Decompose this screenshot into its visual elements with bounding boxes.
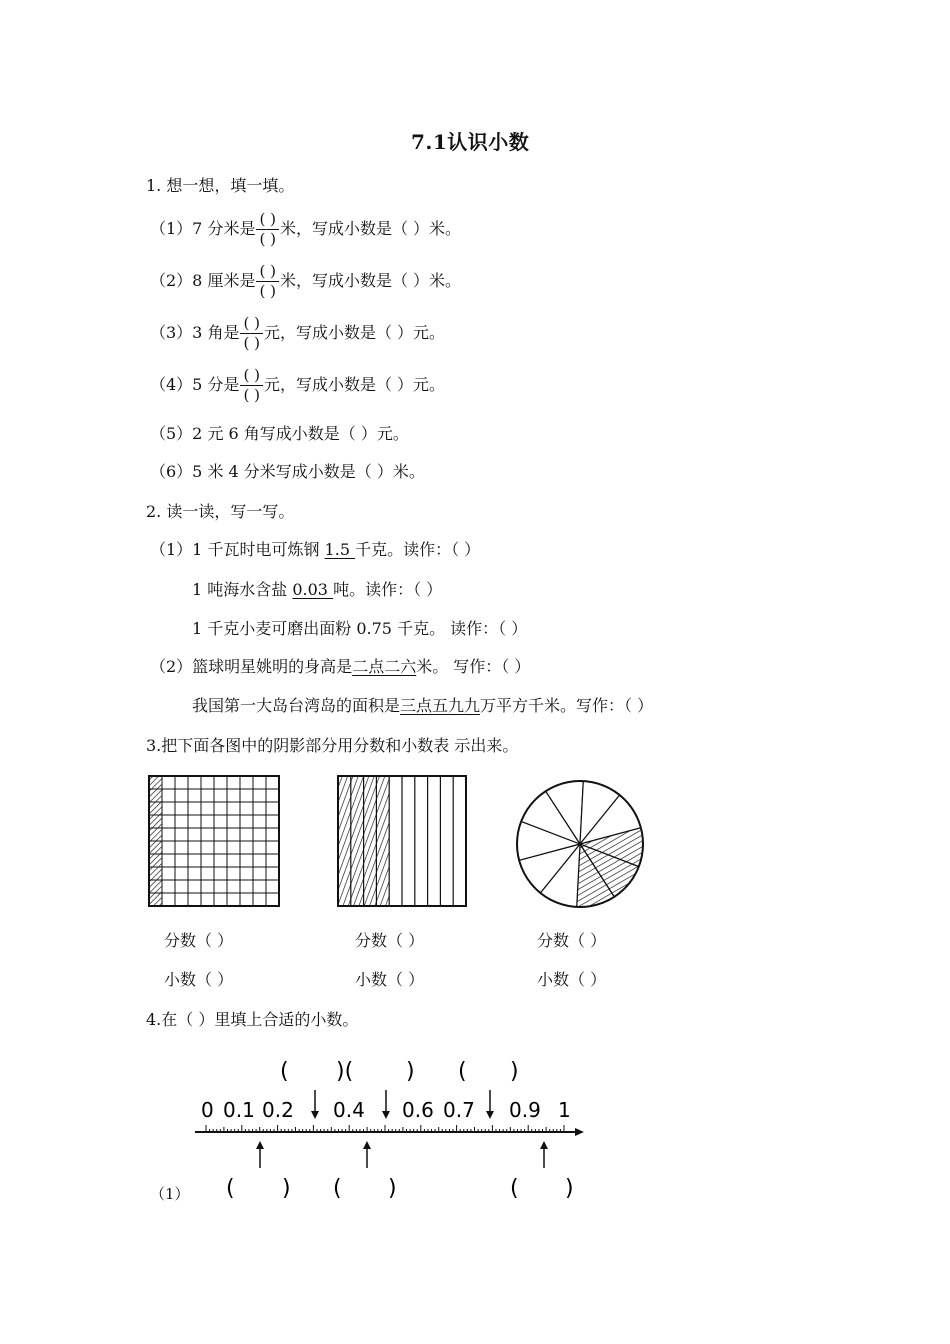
q1-item-4-suffix: 元，写成小数是（ ）元。 <box>263 375 446 394</box>
q2-line-4 <box>150 659 530 675</box>
q1-item-3-prefix: （3）3 角是 <box>150 323 240 342</box>
top-blank-3-open: ( <box>458 1059 467 1084</box>
fraction-denominator: ( ) <box>243 334 260 352</box>
underlined-words: 三点五九九 <box>400 696 481 715</box>
q1-item-4-prefix: （4）5 分是 <box>150 375 240 394</box>
q2-line-5-suffix: 万平方千米。写作：（ ） <box>480 696 654 715</box>
q1-item-2-prefix: （2）8 厘米是 <box>150 271 256 290</box>
tick-label-0.6: 0.6 <box>402 1098 434 1122</box>
q1-item-1-fraction <box>256 212 278 247</box>
figure-3-decimal-label: 小数（ ） <box>537 970 607 989</box>
tick-label-1: 1 <box>558 1098 571 1122</box>
question-2-heading: 2. 读一读，写一写。 <box>146 502 295 521</box>
q1-item-3-suffix: 元，写成小数是（ ）元。 <box>263 323 446 342</box>
q4-sub-label: （1） <box>150 1185 190 1203</box>
fraction-numerator: ( ) <box>240 316 262 334</box>
tick-label-0.4: 0.4 <box>333 1098 365 1122</box>
q2-line-1 <box>150 542 480 558</box>
underlined-number: 0.03 <box>292 580 334 599</box>
question-4-heading: 4.在（ ）里填上合适的小数。 <box>146 1010 359 1029</box>
q1-item-6: （6）5 米 4 分米写成小数是（ ）米。 <box>150 462 425 481</box>
top-blank-2-close: ) <box>406 1059 415 1084</box>
number-line-figure <box>190 1055 590 1205</box>
q1-item-4 <box>150 368 445 403</box>
top-blank-1-close-2-open: )( <box>336 1059 354 1084</box>
q1-item-2-suffix: 米，写成小数是（ ）米。 <box>279 271 462 290</box>
fraction-denominator: ( ) <box>259 282 276 300</box>
fraction-numerator: ( ) <box>240 368 262 386</box>
q2-line-4-prefix: （2）篮球明星姚明的身高是 <box>150 657 353 676</box>
q1-item-1 <box>150 212 461 247</box>
underlined-words: 二点二六 <box>352 657 417 676</box>
down-arrow-icon <box>382 1090 390 1119</box>
tick-label-0.9: 0.9 <box>509 1098 541 1122</box>
q1-item-4-fraction <box>240 368 262 403</box>
figure-2-fraction-label: 分数（ ） <box>355 931 425 950</box>
down-arrow-icon <box>311 1090 319 1119</box>
fraction-denominator: ( ) <box>259 230 276 248</box>
q2-line-3: 1 千克小麦可磨出面粉 0.75 千克。 读作：（ ） <box>192 619 528 638</box>
bottom-blank-2-open: ( <box>333 1176 342 1201</box>
figure-3-fraction-label: 分数（ ） <box>537 931 607 950</box>
q2-line-2-prefix: 1 吨海水含盐 <box>192 580 293 599</box>
q1-item-2 <box>150 264 461 299</box>
up-arrow-icon <box>540 1141 548 1168</box>
q1-item-3-fraction <box>240 316 262 351</box>
q2-line-5 <box>192 698 653 714</box>
top-blank-1-open: ( <box>280 1059 289 1084</box>
bottom-blank-3-close: ) <box>565 1176 574 1201</box>
tick-label-0.7: 0.7 <box>443 1098 475 1122</box>
tick-label-0.1: 0.1 <box>223 1098 255 1122</box>
top-blank-3-close: ) <box>510 1059 519 1084</box>
q2-line-4-suffix: 米。 写作：（ ） <box>416 657 531 676</box>
bottom-blank-3-open: ( <box>510 1176 519 1201</box>
figure-2-decimal-label: 小数（ ） <box>355 970 425 989</box>
fraction-numerator: ( ) <box>256 264 278 282</box>
figure-strips-10 <box>337 775 467 907</box>
q2-line-2 <box>192 582 442 598</box>
q2-line-2-suffix: 吨。读作：（ ） <box>333 580 443 599</box>
q1-item-2-fraction <box>256 264 278 299</box>
figure-1-fraction-label: 分数（ ） <box>164 931 234 950</box>
fraction-denominator: ( ) <box>243 386 260 404</box>
tick-label-0.2: 0.2 <box>262 1098 294 1122</box>
bottom-blank-1-close: ) <box>282 1176 291 1201</box>
q1-item-1-prefix: （1）7 分米是 <box>150 219 256 238</box>
figure-grid-100 <box>148 775 280 907</box>
up-arrow-icon <box>363 1141 371 1168</box>
q2-line-1-suffix: 千克。读作：（ ） <box>355 540 481 559</box>
bottom-blank-2-close: ) <box>388 1176 397 1201</box>
tick-label-0: 0 <box>201 1098 214 1122</box>
question-1-heading: 1. 想一想，填一填。 <box>146 176 295 195</box>
down-arrow-icon <box>486 1090 494 1119</box>
question-3-heading: 3.把下面各图中的阴影部分用分数和小数表 示出来。 <box>146 736 519 755</box>
figure-1-decimal-label: 小数（ ） <box>164 970 234 989</box>
figure-circle-10 <box>514 776 646 912</box>
q1-item-5: （5）2 元 6 角写成小数是（ ）元。 <box>150 424 409 443</box>
fraction-numerator: ( ) <box>256 212 278 230</box>
underlined-number: 1.5 <box>324 540 356 559</box>
q1-item-1-suffix: 米，写成小数是（ ）米。 <box>279 219 462 238</box>
q1-item-3 <box>150 316 445 351</box>
axis-arrowhead-icon <box>575 1128 584 1136</box>
up-arrow-icon <box>256 1141 264 1168</box>
q2-line-5-prefix: 我国第一大岛台湾岛的面积是 <box>192 696 401 715</box>
page-title: 7.1认识小数 <box>411 130 530 154</box>
bottom-blank-1-open: ( <box>226 1176 235 1201</box>
q2-line-1-prefix: （1）1 千瓦时电可炼钢 <box>150 540 325 559</box>
